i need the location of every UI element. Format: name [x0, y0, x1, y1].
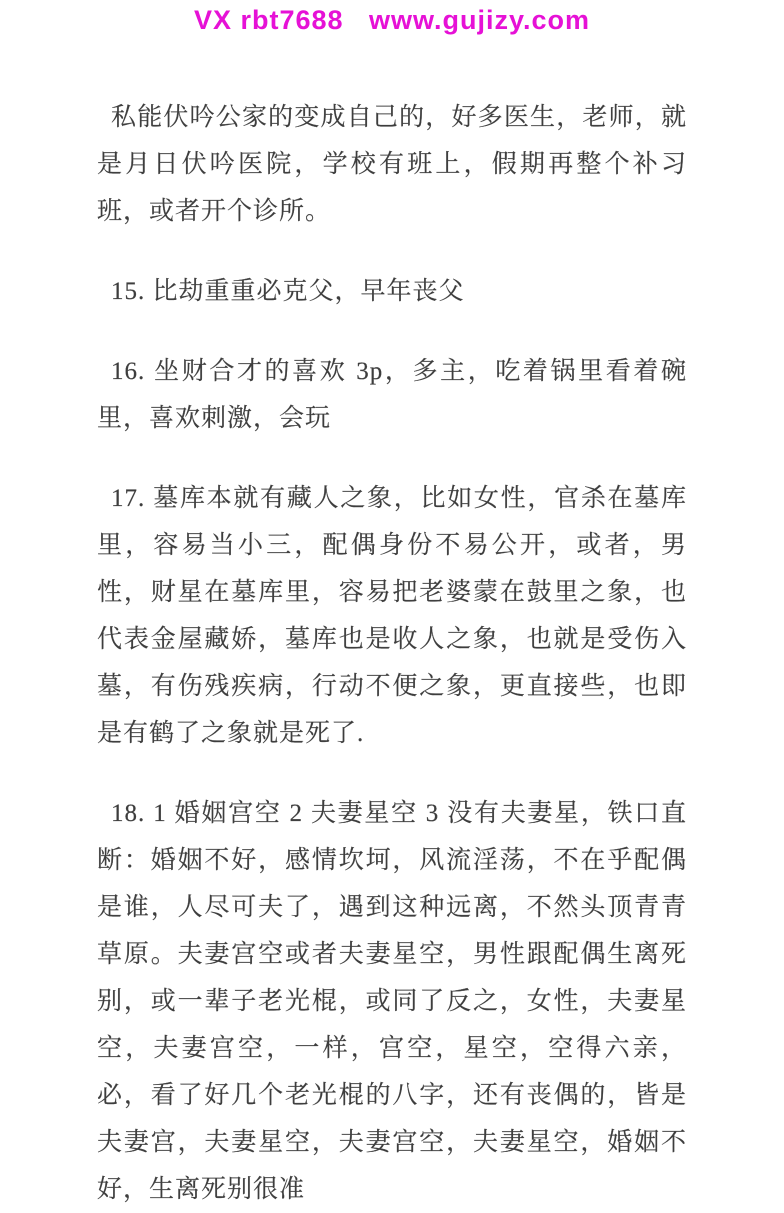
watermark-header-text: VX rbt7688 www.gujizy.com [193, 5, 591, 35]
paragraph-continuation: 私能伏吟公家的变成自己的，好多医生，老师，就是月日伏吟医院，学校有班上，假期再整个补习班，或者开个诊所。 [97, 104, 687, 225]
page-header [0, 0, 784, 36]
document-body [0, 36, 784, 1213]
paragraph-item-16: 16. 坐财合才的喜欢 3p，多主，吃着锅里看着碗里，喜欢刺激，会玩 [97, 358, 687, 432]
paragraph-item-18: 18. 1 婚姻宫空 2 夫妻星空 3 没有夫妻星，铁口直断：婚姻不好，感情坎坷，风流淫荡，不在乎配偶是谁，人尽可夫了，遇到这种远离，不然头顶青青草原。夫妻宫空或者夫妻星空，男性跟配偶生离死别，或一辈子老光棍，或同了反之，女性，夫妻星空，夫妻宫空，一样，宫空，星空，空得六亲，必，看了好几个老光棍的八字，还有丧偶的，皆是夫妻宫，夫妻星空，夫妻宫空，夫妻星空，婚姻不好，生离死别很准 [97, 800, 687, 1203]
paragraph-item-15: 15. 比劫重重必克父，早年丧父 [111, 278, 465, 305]
paragraph-item-17: 17. 墓库本就有藏人之象，比如女性，官杀在墓库里，容易当小三，配偶身份不易公开，或者，男性，财星在墓库里，容易把老婆蒙在鼓里之象，也代表金屋藏娇，墓库也是收人之象，也就是受伤入墓，有伤残疾病，行动不便之象，更直接些，也即是有鹤了之象就是死了. [97, 485, 687, 747]
